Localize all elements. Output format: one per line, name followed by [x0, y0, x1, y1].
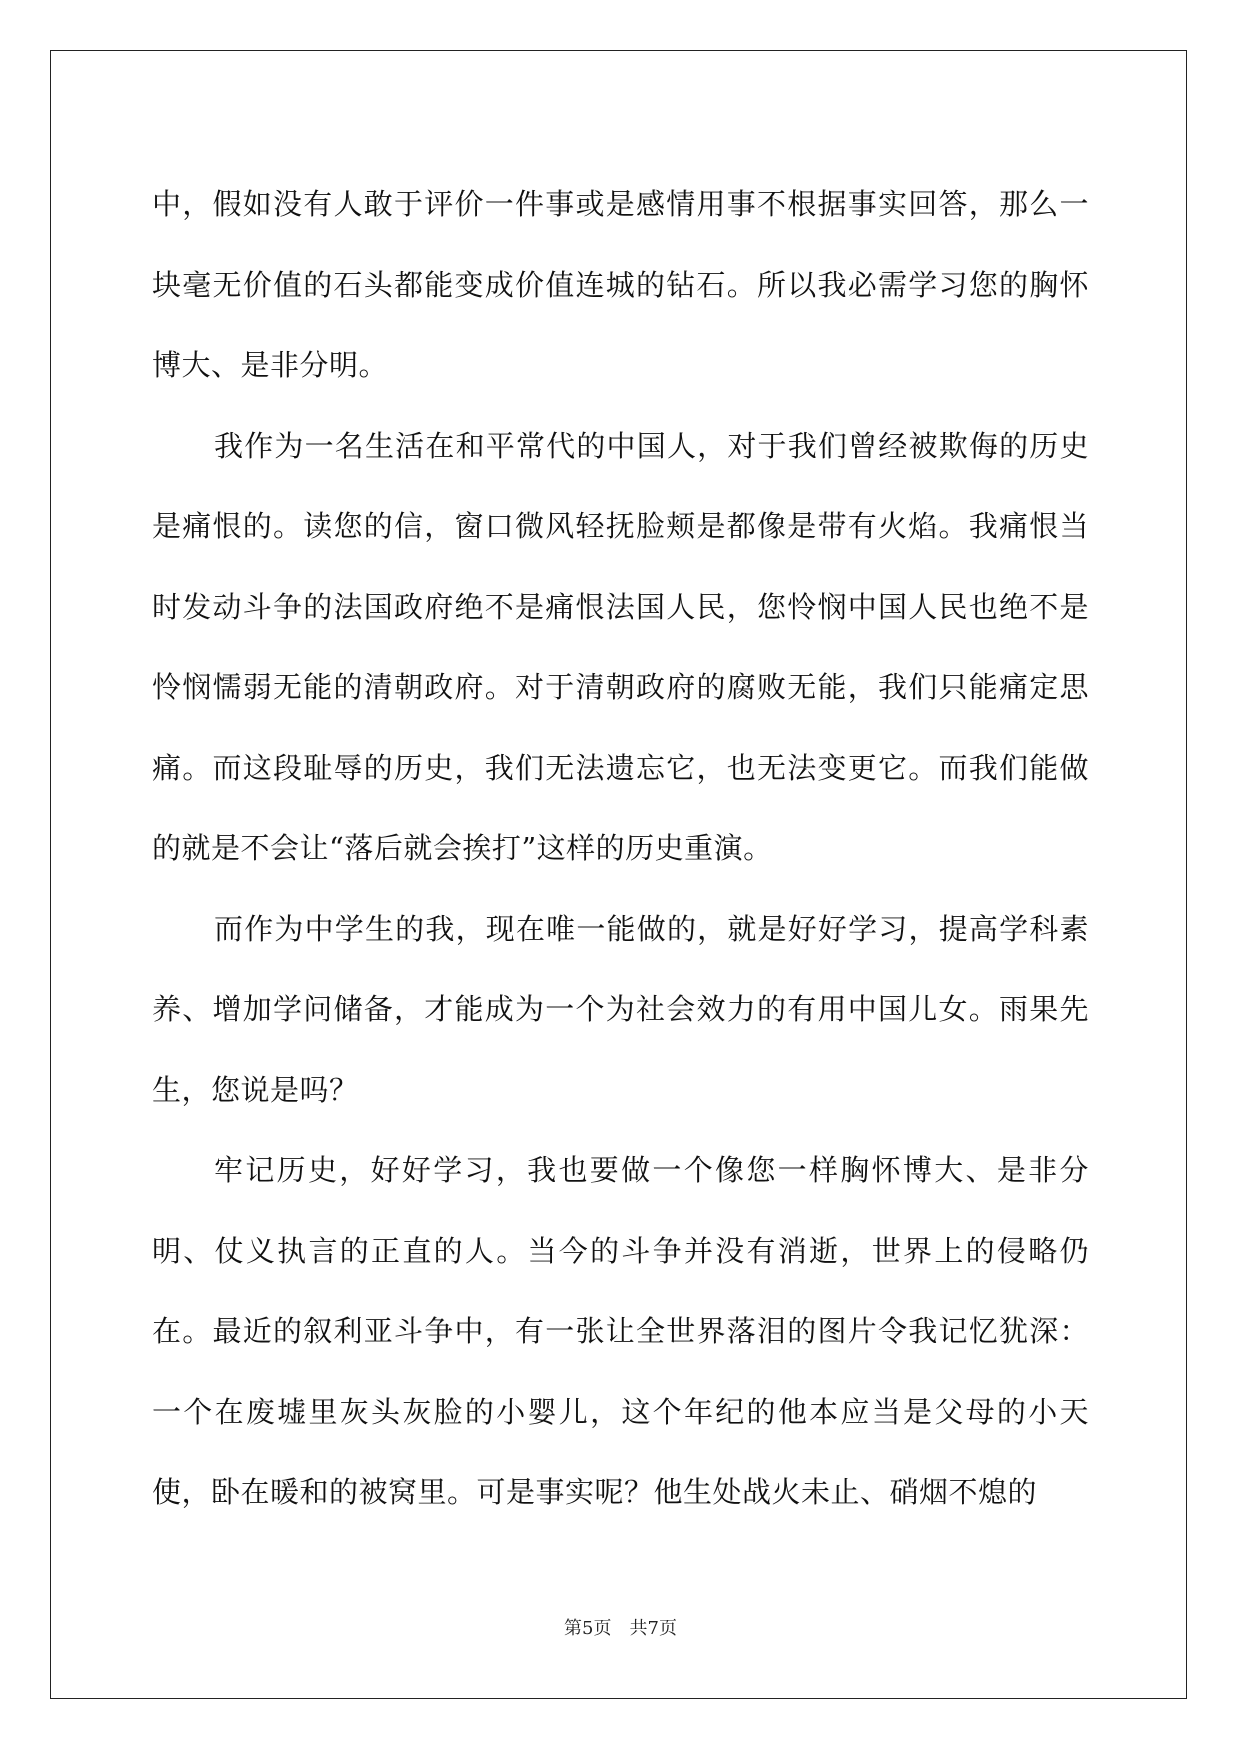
page-number-total: 共7页	[629, 1618, 677, 1639]
paragraph-3: 而作为中学生的我，现在唯一能做的，就是好好学习，提高学科素养、增加学问储备，才能成为一个为社会效力的有用中国儿女。雨果先生，您说是吗？	[152, 911, 1089, 1107]
page-number-current: 第5页	[564, 1618, 612, 1639]
page-footer	[0, 1614, 1241, 1640]
paragraph-4: 牢记历史，好好学习，我也要做一个像您一样胸怀博大、是非分明、仗义执言的正直的人。当今的斗争并没有消逝，世界上的侵略仍在。最近的叙利亚斗争中，有一张让全世界落泪的图片令我记忆犹深：一个在废墟里灰头灰脸的小婴儿，这个年纪的他本应当是父母的小天使，卧在暖和的被窝里。可是事实呢？他生处战火未止、硝烟不熄的	[152, 1153, 1089, 1509]
paragraph-1: 中，假如没有人敢于评价一件事或是感情用事不根据事实回答，那么一块毫无价值的石头都能变成价值连城的钻石。所以我必需学习您的胸怀博大、是非分明。	[152, 187, 1089, 382]
paragraph-2: 我作为一名生活在和平常代的中国人，对于我们曾经被欺侮的历史是痛恨的。读您的信，窗口微风轻抚脸颊是都像是带有火焰。我痛恨当时发动斗争的法国政府绝不是痛恨法国人民，您怜悯中国人民也绝不是怜悯懦弱无能的清朝政府。对于清朝政府的腐败无能，我们只能痛定思痛。而这段耻辱的历史，我们无法遗忘它，也无法变更它。而我们能做的就是不会让“落后就会挨打”这样的历史重演。	[152, 428, 1089, 865]
document-body	[152, 164, 1089, 1533]
